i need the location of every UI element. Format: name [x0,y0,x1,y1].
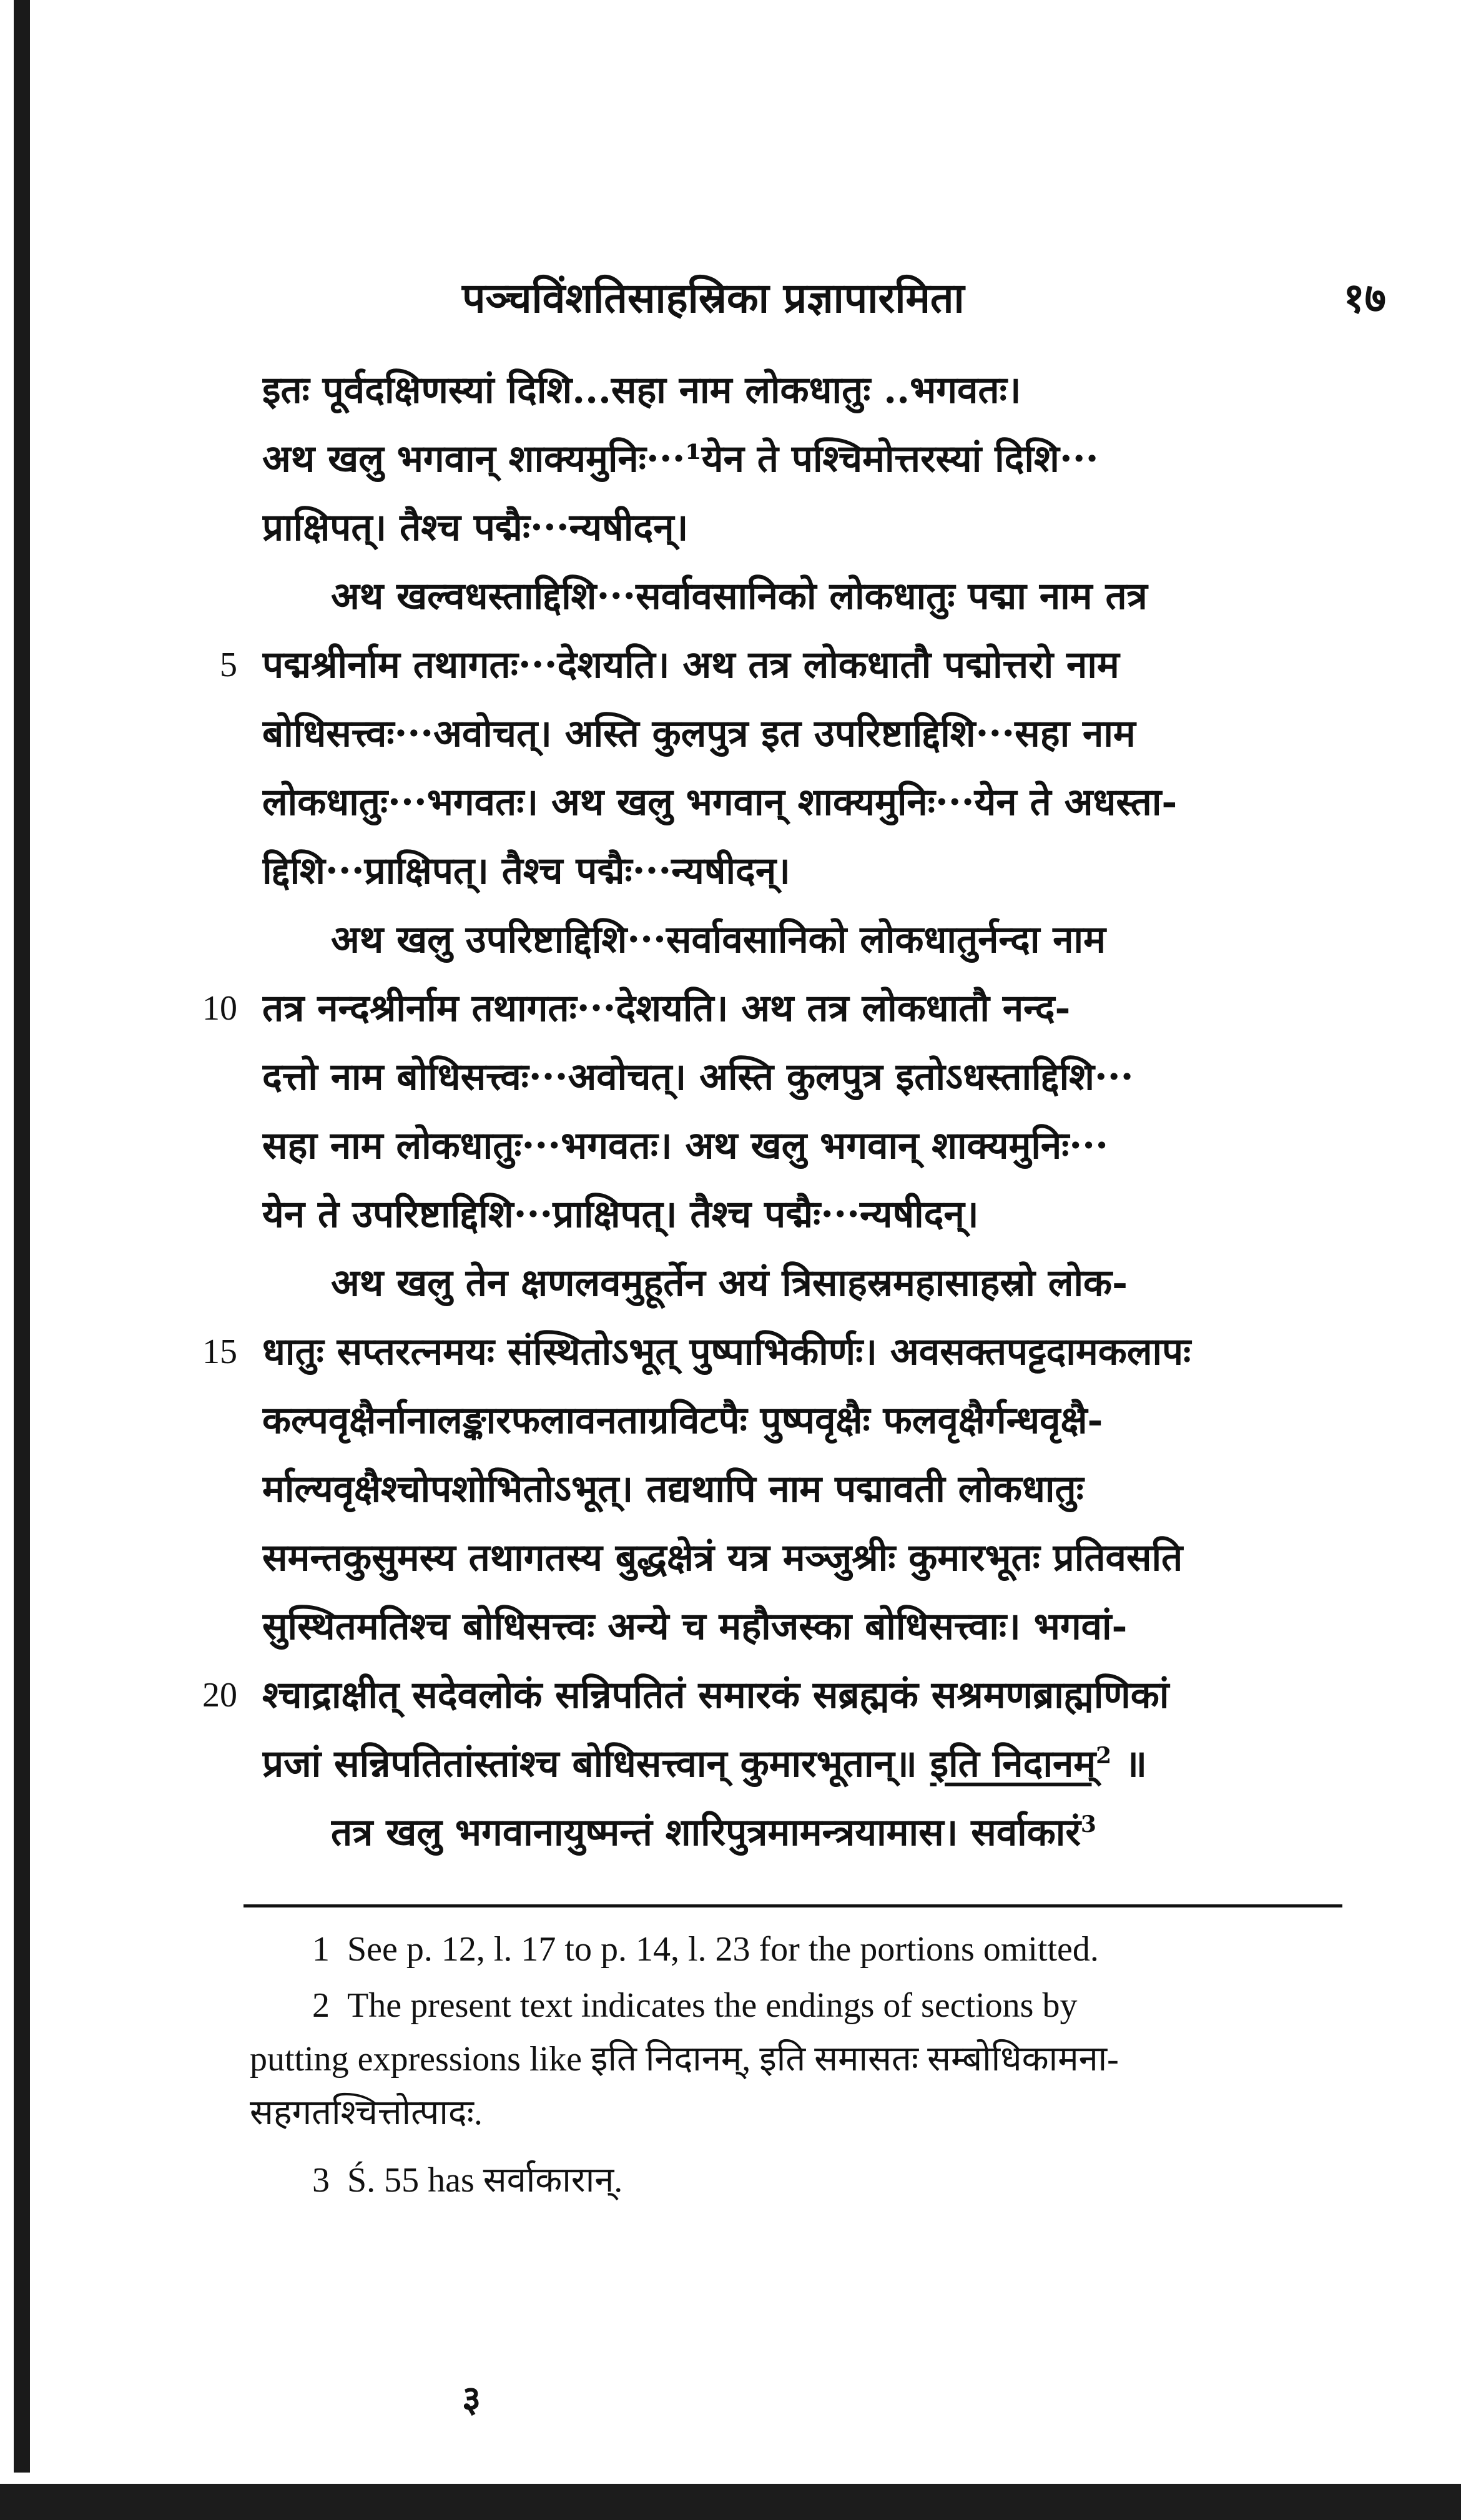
text-line: प्राक्षिपत्। तैश्च पद्मैः···न्यषीदन्। [262,506,689,549]
footnote-continuation [250,2033,1349,2085]
text-line: कल्पवृक्षैर्नानालङ्कारफलावनताग्रविटपैः पुष्पवृक्षैः फलवृक्षैर्गन्धवृक्षै- [262,1399,1103,1442]
line-number: 5 [220,646,237,684]
text-line: अथ खलु उपरिष्टाद्दिशि···सर्वावसानिको लोकधातुर्नन्दा नाम [331,918,1106,962]
colophon-title: इति निदानम् [930,1742,1096,1786]
running-head [250,268,1386,337]
footnote-text: Ś. 55 has सर्वाकारान्. [347,2161,623,2200]
page-number: १७ [1343,273,1386,322]
footnote-text: The present text indicates the endings of sections by [347,1986,1078,2025]
footnote [312,1979,1411,2032]
line-number: 10 [202,989,237,1028]
footnote-mark: 3 [1080,1811,1096,1838]
footnote-number: 1 [312,1930,330,1969]
text-line: तत्र नन्दश्रीर्नाम तथागतः···देशयति। अथ तत्र लोकधातौ नन्द- [262,987,1071,1030]
footnote-continuation [250,2087,1349,2139]
footnote-number: 2 [312,1986,330,2025]
text-line: धातुः सप्तरत्नमयः संस्थितोऽभूत् पुष्पाभिकीर्णः। अवसक्तपट्टदामकलापः [262,1330,1191,1374]
text-line: द्दिशि···प्राक्षिपत्। तैश्च पद्मैः···न्यषीदन्। [262,849,790,893]
footnote-text: सहगतश्चित्तोत्पादः. [250,2094,483,2132]
text-line: सहा नाम लोकधातुः···भगवतः। अथ खलु भगवान् शाक्यमुनिः··· [262,1124,1108,1168]
text-line: बोधिसत्त्वः···अवोचत्। अस्ति कुलपुत्र इत उपरिष्टाद्दिशि···सहा नाम [262,712,1136,756]
text-line: समन्तकुसुमस्य तथागतस्य बुद्धक्षेत्रं यत्र मञ्जुश्रीः कुमारभूतः प्रतिवसति [262,1536,1183,1580]
line-number: 15 [202,1332,237,1371]
text-line: र्माल्यवृक्षैश्चोपशोभितोऽभूत्। तद्यथापि नाम पद्मावती लोकधातुः [262,1467,1084,1511]
text-line: पद्मश्रीर्नाम तथागतः···देशयति। अथ तत्र लोकधातौ पद्मोत्तरो नाम [262,643,1119,687]
footnote-rule [244,1904,1342,1907]
text-line: सुस्थितमतिश्च बोधिसत्त्वः अन्ये च महौजस्का बोधिसत्त्वाः। भगवां- [262,1605,1128,1648]
footnote [312,1923,1411,1976]
text-line: अथ खलु तेन क्षणलवमुहूर्तेन अयं त्रिसाहस्रमहासाहस्रो लोक- [331,1261,1128,1305]
text-line: अथ खलु भगवान् शाक्यमुनिः···¹येन ते पश्चिमोत्तरस्यां दिशि··· [262,437,1099,481]
colophon-line [262,1730,1380,1798]
colophon-text: प्रजां सन्निपतितांस्तांश्च बोधिसत्त्वान् कुमारभूतान्॥ [262,1742,917,1786]
text-line: श्चाद्राक्षीत् सदेवलोकं सन्निपतितं समारकं सब्रह्मकं सश्रमणब्राह्मणिकां [262,1673,1169,1717]
last-line-text: तत्र खलु भगवानायुष्मन्तं शारिपुत्रमामन्त्रयामास। सर्वाकारं [331,1811,1081,1854]
line-number: 20 [202,1676,237,1715]
text-line: लोकधातुः···भगवतः। अथ खलु भगवान् शाक्यमुनिः···येन ते अधस्ता- [262,780,1178,824]
footnote-text: putting expressions like इति निदानम्, इति समासतः सम्बोधिकामना- [250,2040,1119,2079]
text-line: येन ते उपरिष्टाद्दिशि···प्राक्षिपत्। तैश्च पद्मैः···न्यषीदन्। [262,1193,979,1236]
text-line [331,1798,1380,1867]
text-line: दत्तो नाम बोधिसत्त्वः···अवोचत्। अस्ति कुलपुत्र इतोऽधस्ताद्दिशि··· [262,1055,1134,1099]
text-line: इतः पूर्वदक्षिणस्यां दिशि...सहा नाम लोकधातुः ..भगवतः। [262,368,1021,412]
signature-mark: ३ [462,2378,481,2420]
footnote-mark: 2 [1096,1743,1112,1769]
colophon-end-mark: ॥ [1124,1742,1148,1786]
footnote [312,2154,1411,2207]
scan-bottom-edge [0,2484,1461,2520]
running-title: पञ्चविंशतिसाहस्रिका प्रज्ञापारमिता [462,273,965,322]
footnote-number: 3 [312,2161,330,2200]
text-line: अथ खल्वधस्ताद्दिशि···सर्वावसानिको लोकधातुः पद्मा नाम तत्र [331,574,1148,618]
footnote-text: See p. 12, l. 17 to p. 14, l. 23 for the portions omitted. [347,1930,1099,1969]
